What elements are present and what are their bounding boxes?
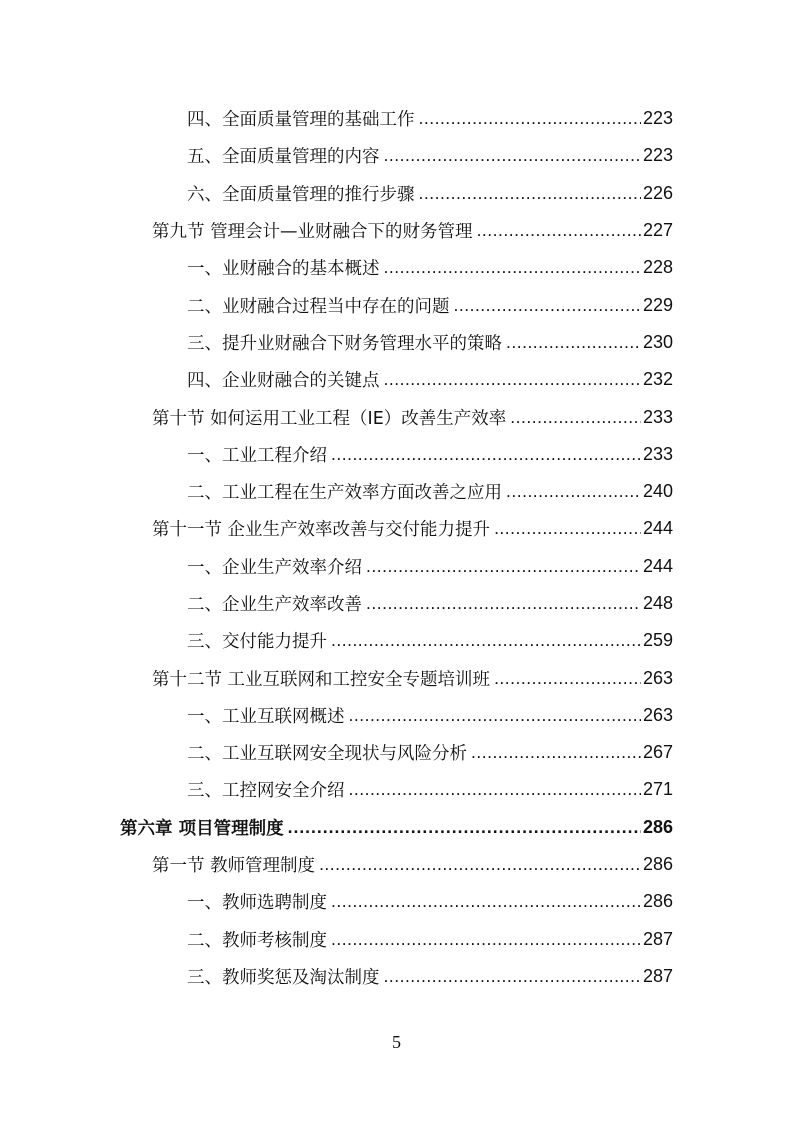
toc-entry-page: 271 [642,779,673,800]
toc-entry-page: 248 [642,593,673,613]
toc-entry-title: 第十二节 工业互联网和工控安全专题培训班 [152,669,491,690]
toc-entry-page: 233 [642,406,673,427]
dot-leader [494,518,641,539]
table-of-contents [0,100,793,995]
toc-entry-title: 六、全面质量管理的推行步骤 [187,184,415,205]
dot-leader [331,929,641,950]
dot-leader [506,332,641,353]
toc-item-entry[interactable] [0,361,793,398]
dot-leader [384,966,641,987]
toc-section-entry[interactable] [0,846,793,883]
toc-entry-page: 259 [642,630,673,651]
toc-entry-page: 232 [642,369,673,390]
toc-entry-page: 227 [642,220,673,241]
toc-entry-title: 二、工业工程在生产效率方面改善之应用 [187,483,502,504]
dot-leader [349,705,641,726]
toc-item-entry[interactable] [0,585,793,622]
toc-item-entry[interactable] [0,436,793,473]
toc-entry-page: 223 [642,108,673,129]
dot-leader [366,593,641,614]
dot-leader [506,481,641,502]
dot-leader [319,854,641,875]
page-number: 5 [392,1032,401,1052]
toc-entry-title: 二、业财融合过程当中存在的问题 [187,296,450,317]
toc-entry-title: 一、企业生产效率介绍 [187,557,362,578]
toc-entry-page: 263 [642,667,673,688]
dot-leader [349,779,641,800]
dot-leader [419,183,641,204]
toc-entry-title: 一、工业互联网概述 [187,706,345,727]
toc-entry-title: 一、工业工程介绍 [187,445,327,466]
toc-entry-page: 286 [642,854,673,875]
toc-item-entry[interactable] [0,771,793,808]
toc-entry-page: 233 [642,443,673,464]
toc-item-entry[interactable] [0,249,793,286]
toc-entry-page: 240 [642,481,673,502]
toc-item-entry[interactable] [0,473,793,510]
toc-entry-title: 第九节 管理会计—业财融合下的财务管理 [152,222,473,243]
toc-entry-title: 三、教师奖惩及淘汰制度 [187,967,380,988]
toc-entry-page: 223 [642,145,673,166]
toc-section-entry[interactable] [0,212,793,249]
dot-leader [366,556,641,577]
toc-section-entry[interactable] [0,659,793,696]
toc-chapter-entry[interactable] [0,809,793,846]
toc-entry-title: 二、教师考核制度 [187,930,327,951]
toc-item-entry[interactable] [0,324,793,361]
dot-leader [419,108,641,129]
toc-entry-title: 一、业财融合的基本概述 [187,259,380,280]
dot-leader [331,891,641,912]
toc-item-entry[interactable] [0,958,793,995]
toc-entry-title: 第一节 教师管理制度 [152,856,316,877]
toc-entry-title: 三、提升业财融合下财务管理水平的策略 [187,333,502,354]
toc-entry-title: 二、企业生产效率改善 [187,595,362,615]
toc-entry-title: 二、工业互联网安全现状与风险分析 [187,744,467,765]
dot-leader [494,668,641,689]
toc-entry-page: 229 [642,294,673,315]
dot-leader [384,369,641,390]
toc-entry-page: 230 [642,331,673,352]
toc-item-entry[interactable] [0,734,793,771]
toc-entry-page: 287 [642,965,673,986]
dot-leader [471,742,641,763]
toc-entry-title: 三、工控网安全介绍 [187,781,345,802]
toc-item-entry[interactable] [0,622,793,659]
toc-entry-page: 267 [642,742,673,763]
toc-entry-title: 一、教师选聘制度 [187,893,327,914]
toc-item-entry[interactable] [0,697,793,734]
toc-entry-page: 286 [642,816,673,837]
dot-leader [477,220,641,241]
toc-entry-page: 286 [642,891,673,912]
dot-leader [331,630,641,651]
toc-entry-page: 226 [642,182,673,203]
toc-entry-title: 第六章 项目管理制度 [120,818,284,839]
dot-leader [510,407,641,428]
toc-item-entry[interactable] [0,137,793,174]
toc-entry-page: 287 [642,928,673,949]
toc-item-entry[interactable] [0,100,793,137]
toc-section-entry[interactable] [0,398,793,435]
toc-item-entry[interactable] [0,548,793,585]
toc-section-entry[interactable] [0,510,793,547]
toc-entry-title: 四、企业财融合的关键点 [187,371,380,392]
dot-leader [288,817,641,838]
toc-entry-page: 263 [642,704,673,725]
dot-leader [454,295,641,316]
toc-item-entry[interactable] [0,175,793,212]
toc-entry-title: 第十节 如何运用工业工程（IE）改善生产效率 [152,408,507,429]
toc-entry-title: 三、交付能力提升 [187,632,327,653]
toc-entry-page: 228 [642,257,673,278]
toc-item-entry[interactable] [0,921,793,958]
dot-leader [384,145,641,166]
toc-entry-page: 244 [642,555,673,576]
toc-item-entry[interactable] [0,286,793,323]
toc-entry-title: 第十一节 企业生产效率改善与交付能力提升 [152,520,491,541]
toc-entry-page: 244 [642,518,673,539]
toc-entry-title: 五、全面质量管理的内容 [187,147,380,168]
toc-entry-title: 四、全面质量管理的基础工作 [187,110,415,131]
toc-item-entry[interactable] [0,883,793,920]
dot-leader [331,444,641,465]
dot-leader [384,257,641,278]
